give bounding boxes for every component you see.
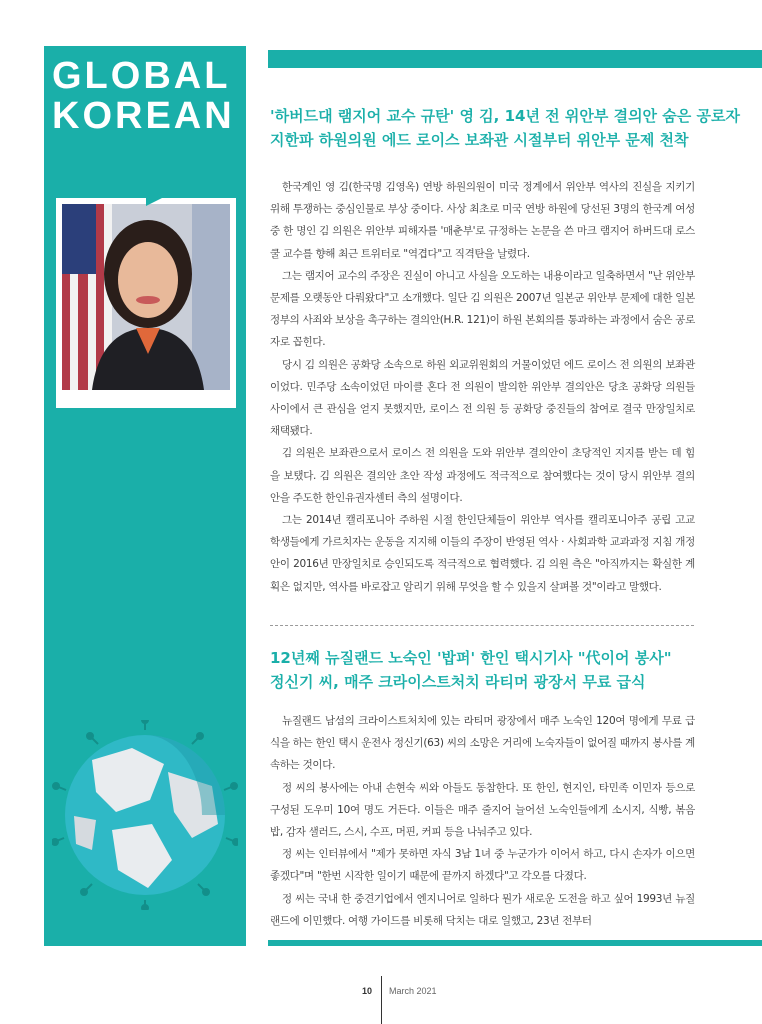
article-1-paragraph: 그는 2014년 캘리포니아 주하원 시절 한인단체들이 위안부 역사를 캘리포니아주 공립 고교 학생들에게 가르치자는 운동을 지지해 이들의 주장이 반영된 역사 · 사회과학 교과과정 지침 개정안이 2016년 만장일치로 승인되도록 적극적으로 협력했다. 김 의원 측은 "아직까지는 확실한 계획은 없지만, 역사를 바로잡고 알리기 위해 무엇을 할 수 있을지 살펴볼 것"이라고 말했다. [270,514,695,593]
article-2-paragraph: 정 씨는 인터뷰에서 "제가 못하면 자식 3남 1녀 중 누군가가 이어서 하고, 다시 손자가 이으면 좋겠다"며 "한번 시작한 일이기 때문에 끝까지 하겠다"고 각오를 다졌다. [270,848,695,883]
article-1-headline-line-1: '하버드대 램지어 교수 규탄' 영 김, 14년 전 위안부 결의안 숨은 공로자 [270,107,740,125]
article-2-headline-line-2: 정신기 씨, 매주 크라이스트처치 라티머 광장서 무료 급식 [270,673,646,691]
portrait-photo [62,204,230,390]
article-2-paragraph: 정 씨는 국내 한 중견기업에서 엔지니어로 일하다 뭔가 새로운 도전을 하고 싶어 1993년 뉴질랜드에 이민했다. 여행 가이드를 비롯해 닥치는 대로 일했고, 23년 전부터 [270,892,695,927]
bottom-accent-bar [268,940,762,946]
globe-icon [52,720,238,910]
article-1-body [270,176,695,598]
frame-notch [146,192,174,206]
footer-divider [381,976,382,1024]
page-footer [0,976,762,1024]
article-1-paragraph: 한국계인 영 김(한국명 김영옥) 연방 하원의원이 미국 정계에서 위안부 역사의 진실을 지키기 위해 투쟁하는 중심인물로 부상 중이다. 사상 최초로 미국 연방 하원에 당선된 3명의 한국계 여성 중 한 명인 김 의원은 위안부 피해자를 '매춘부'로 규정하는 논문을 쓴 마크 램지어 하버드대 로스쿨 교수를 향해 최근 트위터로 "역겹다"고 직격탄을 날렸다. [270,181,695,260]
article-1-headline [270,104,740,152]
brand-line-2: KOREAN [52,95,235,137]
issue-date: March 2021 [389,986,437,996]
article-divider [270,625,694,626]
article-2-headline-line-1: 12년째 뉴질랜드 노숙인 '밥퍼' 한인 택시기사 "代이어 봉사" [270,649,672,667]
article-1-paragraph: 그는 램지어 교수의 주장은 진실이 아니고 사실을 오도하는 내용이라고 일축하면서 "난 위안부 문제를 오랫동안 다뤄왔다"고 소개했다. 일단 김 의원은 2007년 일본군 위안부 문제에 대한 일본 정부의 사죄와 보상을 촉구하는 결의안(H.R. 121)이 하원 본회의를 통과하는 과정에서 숨은 공로자로 꼽힌다. [270,269,695,349]
portrait-frame [56,198,236,408]
article-1-headline-line-2: 지한파 하원의원 에드 로이스 보좌관 시절부터 위안부 문제 천착 [270,131,689,149]
portrait-illustration [62,204,230,390]
article-2-paragraph: 정 씨의 봉사에는 아내 손현숙 씨와 아들도 동참한다. 또 한인, 현지인, 타민족 이민자 등으로 구성된 도우미 10여 명도 거든다. 이들은 매주 줄지어 늘어선 노숙인들에게 소시지, 식빵, 볶음밥, 감자 샐러드, 스시, 수프, 머핀, 커피 등을 나눠주고 있다. [270,781,695,839]
article-2-body [270,710,695,932]
article-1-paragraph: 당시 김 의원은 공화당 소속으로 하원 외교위원회의 거물이었던 에드 로이스 전 의원의 보좌관이었다. 민주당 소속이었던 마이클 혼다 전 의원이 발의한 위안부 결의안은 당초 공화당 의원들 사이에서 큰 관심을 얻지 못했지만, 로이스 전 의원 등 공화당 중진들의 참여로 결국 만장일치로 채택됐다. [270,358,695,438]
article-1-paragraph: 김 의원은 보좌관으로서 로이스 전 의원을 도와 위안부 결의안이 초당적인 지지를 받는 데 힘을 보탰다. 김 의원은 결의안 초안 작성 과정에도 적극적으로 참여했다는 것이 당시 위안부 결의안을 주도한 한인유권자센터 측의 설명이다. [270,447,695,504]
article-2-headline [270,646,710,694]
article-2-paragraph: 뉴질랜드 남섬의 크라이스트처치에 있는 라티머 광장에서 매주 노숙인 120여 명에게 무료 급식을 하는 한인 택시 운전사 정신기(63) 씨의 소망은 거리에 노숙자들이 없어질 때까지 봉사를 계속하는 것이다. [270,715,695,772]
page-number: 10 [361,986,372,996]
top-accent-bar [268,50,762,68]
brand-line-1: GLOBAL [52,55,231,97]
section-brand [52,56,242,136]
